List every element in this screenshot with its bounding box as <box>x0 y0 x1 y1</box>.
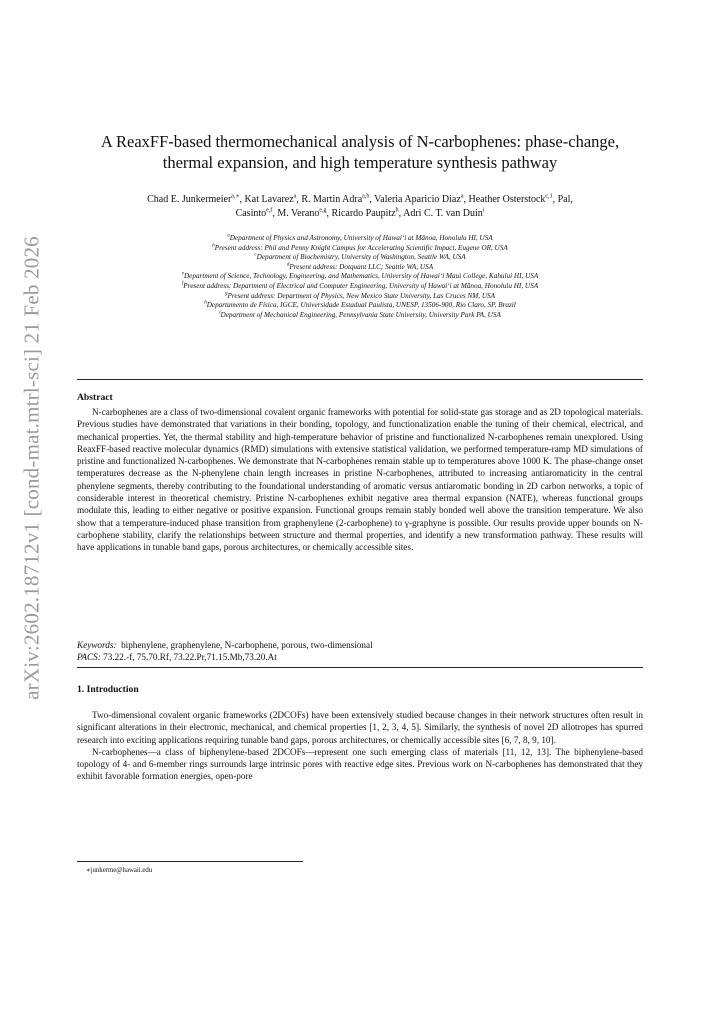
section-heading-introduction: 1. Introduction <box>77 684 139 695</box>
affiliation-item <box>77 253 643 263</box>
paper-title <box>77 131 643 173</box>
affiliation-mark: b <box>212 243 215 249</box>
keywords-block <box>77 639 643 664</box>
affiliation-item <box>77 311 643 321</box>
affiliation-text: Department of Mechanical Engineering, Pennsylvania State University, University Park PA, USA <box>220 310 501 319</box>
author-name: Chad E. Junkermeier <box>147 194 232 205</box>
affiliation-item <box>77 263 643 273</box>
author-name: M. Verano <box>277 207 320 219</box>
keywords-label: Keywords: <box>77 640 117 650</box>
affiliation-item <box>77 234 643 244</box>
affiliation-mark: f <box>181 281 184 287</box>
authors-line-2: Casinto$^{e,f}$, M. Verano$^{e,g}$, Ricardo Paupitz$^h$, Adri C. T. van Duin$^i$ <box>235 207 485 219</box>
affiliation-item <box>77 282 643 292</box>
affiliation-mark: h <box>204 300 207 306</box>
bottom-rule <box>77 667 643 668</box>
affiliation-text: Present address: Dotquant LLC; Seattle WA, USA <box>289 262 434 271</box>
affiliation-mark: i <box>219 310 221 316</box>
affiliation-item <box>77 272 643 282</box>
affiliation-text: Department of Physics and Astronomy, University of Hawaiʻi at Mānoa, Honolulu HI, USA <box>229 234 493 242</box>
author-name: Casinto <box>235 207 267 219</box>
author-name: Heather Osterstock <box>468 194 546 205</box>
author-name: Kat Lavarez <box>244 194 294 205</box>
corresponding-email-footnote: ∗junkerme@hawaii.edu <box>86 867 153 874</box>
affiliation-mark: d <box>286 262 290 268</box>
affiliation-mark: e <box>181 271 184 277</box>
author-name: Ricardo Paupitz <box>331 207 396 219</box>
title-line-1: A ReaxFF-based thermomechanical analysis of N-carbophenes: phase-change, <box>100 132 620 151</box>
author-name: Adri C. T. van Duin <box>403 207 483 219</box>
affiliation-text: Present address: Department of Physics, New Mexico State University, Las Cruces NM, USA <box>227 291 496 300</box>
author-affiliation-mark: a,∗ <box>231 193 240 200</box>
title-line-2: thermal expansion, and high temperature synthesis pathway <box>162 153 558 172</box>
author-name: Valeria Aparicio Diaz <box>374 194 461 205</box>
introduction-body <box>77 709 643 783</box>
author-name: Pal <box>557 194 571 205</box>
pacs-label: PACS: <box>77 652 101 663</box>
author-affiliation-mark: i <box>482 207 485 214</box>
affiliation-text: Department of Biochemistry, University of Washington, Seattle WA, USA <box>256 253 466 262</box>
affiliation-mark: a <box>227 233 230 239</box>
author-affiliation-mark: a <box>293 193 297 200</box>
abstract-heading: Abstract <box>77 392 113 403</box>
top-rule <box>77 379 643 380</box>
intro-paragraph-2: N-carbophenes—a class of biphenylene-based 2DCOFs—represent one such emerging class of materials [11, 12, 13]. The biphenylene-based topology of 4- and 6-member rings surrounds large intrinsic pores with reactive edge sites. Previous work on N-carbophenes has demonstrated that they exhibit favorable formation energies, open-pore <box>77 746 643 782</box>
affiliation-item <box>77 244 643 254</box>
author-affiliation-mark: c,1 <box>545 193 553 200</box>
author-affiliation-mark: e,g <box>319 207 327 214</box>
affiliation-text: Department of Science, Technology, Engineering, and Mathematics, University of Hawaiʻi Maui College, Kahului HI, USA <box>183 272 539 281</box>
affiliation-text: Departamento de Física, IGCE, Universidade Estadual Paulista, UNESP, 13506-900, Rio Claro, SP, Brazil <box>206 301 516 310</box>
affiliation-item <box>77 301 643 311</box>
arxiv-sidebar <box>14 238 50 698</box>
author-affiliation-mark: a,b <box>362 193 370 200</box>
affiliation-text: Present address: Phil and Penny Knight Campus for Accelerating Scientific Impact, Eugene OR, USA <box>214 243 508 252</box>
affiliation-mark: g <box>224 291 228 297</box>
author-affiliation-mark: h <box>395 207 399 214</box>
keywords-text: biphenylene, graphenylene, N-carbophene, porous, two-dimensional <box>121 640 373 650</box>
author-affiliation-mark: a <box>460 193 464 200</box>
affiliation-list <box>77 234 643 320</box>
pacs-text: 73.22.-f, 75.70.Rf, 73.22.Pr,71.15.Mb,73.20.At <box>103 652 277 663</box>
affiliation-text: Present address: Department of Electrical and Computer Engineering, University of Hawaiʻi at Mānoa, Honolulu HI, USA <box>183 281 539 290</box>
affiliation-mark: c <box>254 252 257 258</box>
affiliation-item <box>77 292 643 302</box>
footnote-rule <box>77 861 303 862</box>
abstract-text: N-carbophenes are a class of two-dimensional covalent organic frameworks with potential for solid-state gas storage and as 2D topological materials. Previous studies have demonstrated that variations in their bonding, topology, and functionalization enable the tuning of their chemical, electrical, and mechanical properties. Yet, the thermal stability and high-temperature behavior of pristine and functionalized N-carbophenes remain unexplored. Using ReaxFF-based reactive molecular dynamics (RMD) simulations with extensive statistical validation, we performed temperature-ramp MD simulations of pristine and functionalized N-carbophenes. We demonstrate that N-carbophenes remain stable up to temperatures above 1000 K. The phase-change onset temperatures decrease as the N-phenylene chain length increases in pristine N-carbophenes, attributed to increasing antiaromaticity in the central phenylene segments, thereby contributing to the foundational understanding of aromatic versus antiaromatic bonding in 2D carbon networks, a topic of considerable interest in theoretical chemistry. Pristine N-carbophenes exhibit negative area thermal expansion (NATE), whereas functional groups modulate this, leading to either negative or positive expansion. Functional groups remain stably bonded well above the transition temperature. We also show that a temperature-induced phase transition from graphenylene (2-carbophene) to γ-graphyne is possible. Our results provide upper bounds on N-carbophene stability, clarify the relationships between structure and thermal properties, and identify a new transformation pathway. These results will have applications in tunable band gaps, porous architectures, or chemically accessible sites. <box>77 407 643 553</box>
author-list <box>77 193 643 220</box>
intro-paragraph-1: Two-dimensional covalent organic frameworks (2DCOFs) have been extensively studied because changes in their network structures often result in significant alterations in their electronic, mechanical, and chemical properties [1, 2, 3, 4, 5]. Similarly, the synthesis of novel 2D allotropes has spurred research into exciting applications requiring tunable band gaps, porous architectures, or chemically accessible sites [6, 7, 8, 9, 10]. <box>77 710 643 745</box>
author-name: R. Martin Adra <box>301 194 363 205</box>
author-affiliation-mark: e,f <box>266 207 273 214</box>
authors-line-1: Chad E. Junkermeier$^{a,∗}$, Kat Lavarez$^a$, R. Martin Adra$^{a,b}$, Valeria Aparicio Diaz$^a$, Heather Osterstock$^{c,1}$, Pal, <box>147 193 573 205</box>
arxiv-identifier: arXiv:2602.18712v1 [cond-mat.mtrl-sci] 21 Feb 2026 <box>19 236 44 700</box>
